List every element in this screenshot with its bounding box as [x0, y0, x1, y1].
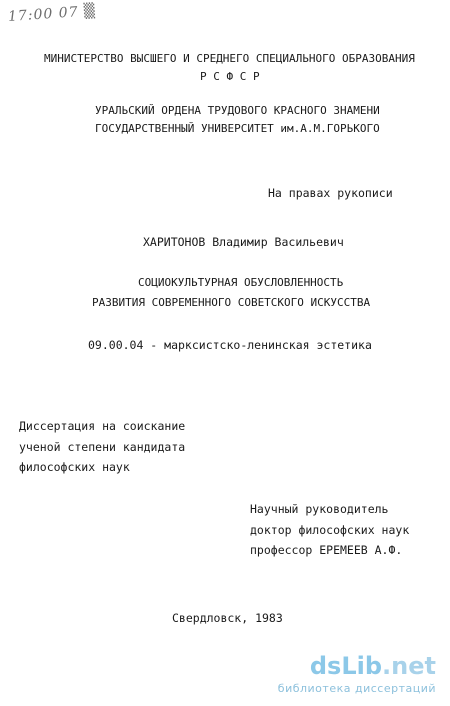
dslib-watermark[interactable]: [268, 652, 444, 700]
author-name: ХАРИТОНОВ Владимир Васильевич: [143, 235, 344, 249]
handwritten-catalog-note: 17:00 07 ▒: [7, 2, 97, 26]
watermark-subtitle: библиотека диссертаций: [277, 682, 436, 695]
specialty-code: 09.00.04 - марксистско-ленинская эстетика: [88, 338, 372, 352]
degree-line-1: Диссертация на соискание: [19, 419, 186, 433]
university-name-line-2: ГОСУДАРСТВЕННЫЙ УНИВЕРСИТЕТ им.А.М.ГОРЬКОГО: [95, 122, 380, 135]
degree-line-3: философских наук: [19, 460, 130, 474]
logo-prefix: dsLib: [309, 652, 383, 680]
logo-suffix: .net: [382, 652, 436, 680]
supervisor-line-1: Научный руководитель: [250, 502, 389, 516]
republic-name: Р С Ф С Р: [200, 70, 260, 83]
manuscript-rights-note: На правах рукописи: [268, 186, 393, 200]
degree-line-2: ученой степени кандидата: [19, 440, 186, 454]
ministry-name: МИНИСТЕРСТВО ВЫСШЕГО И СРЕДНЕГО СПЕЦИАЛЬНОГО ОБРАЗОВАНИЯ: [44, 52, 415, 65]
university-name-line-1: УРАЛЬСКИЙ ОРДЕНА ТРУДОВОГО КРАСНОГО ЗНАМЕНИ: [95, 104, 380, 117]
supervisor-line-3: профессор ЕРЕМЕЕВ А.Ф.: [250, 543, 403, 557]
dissertation-title-line-2: РАЗВИТИЯ СОВРЕМЕННОГО СОВЕТСКОГО ИСКУССТВА: [92, 296, 371, 309]
dissertation-title-line-1: СОЦИОКУЛЬТУРНАЯ ОБУСЛОВЛЕННОСТЬ: [138, 276, 344, 289]
place-and-year: Свердловск, 1983: [172, 611, 283, 625]
supervisor-line-2: доктор философских наук: [250, 523, 410, 537]
dslib-logo: [310, 652, 436, 680]
